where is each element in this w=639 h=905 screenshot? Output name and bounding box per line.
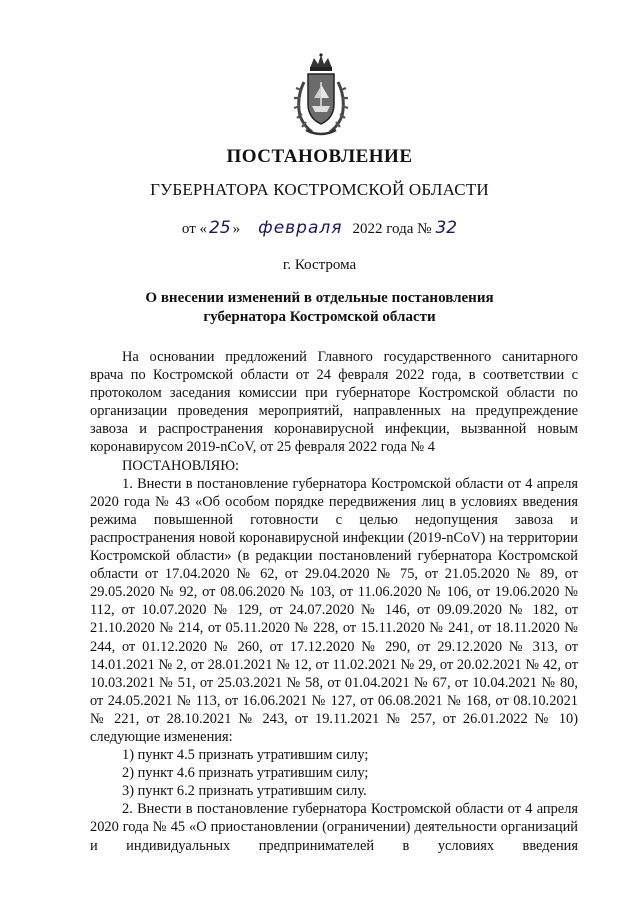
document-heading — [0, 289, 639, 327]
document-body — [90, 348, 578, 855]
date-year-text: 2022 года № — [352, 221, 432, 237]
heading-line-1: О внесении изменений в отдельные постановления — [145, 290, 494, 306]
handwritten-number: 32 — [435, 218, 458, 238]
handwritten-day: 25 — [209, 218, 231, 238]
date-mid: » — [232, 221, 241, 237]
intro-paragraph: На основании предложений Главного государственного санитарного врача по Костромской области от 24 февраля 2022 года, в соответствии с протоколом заседания комиссии при губернаторе Костромской области по организации проведения мероприятий, направленных на предупреждение завоза и распространения коронавирусной инфекции, вызванной новым коронавирусом 2019-nCoV, от 25 февраля 2022 года № 4 — [90, 349, 578, 456]
coat-of-arms-emblem — [292, 52, 350, 138]
city-line: г. Кострома — [282, 257, 357, 273]
decree-word: ПОСТАНОВЛЯЮ: — [122, 457, 240, 474]
subitem-2: 2) пункт 4.6 признать утратившим силу; — [122, 765, 369, 782]
subitem-3: 3) пункт 6.2 признать утратившим силу. — [122, 783, 367, 800]
document-date-line — [0, 218, 639, 238]
heading-line-2: губернатора Костромской области — [203, 309, 436, 325]
item-2-paragraph: 2. Внести в постановление губернатора Костромской области от 4 апреля 2020 года № 45 «О приостановлении (ограничении) деятельности организаций и индивидуальных предпринимателей в условиях введения — [90, 801, 578, 854]
subitem-1: 1) пункт 4.5 признать утратившим силу; — [122, 747, 369, 764]
date-prefix: от « — [181, 221, 208, 237]
item-1-paragraph: 1. Внести в постановление губернатора Костромской области от 4 апреля 2020 года № 43 «Об особом порядке передвижения лиц в условиях введения режима повышенной готовности с целью недопущения завоза и распространения новой коронавирусной инфекции (2019-nCoV) на территории Костромской области» (в редакции постановлений губернатора Костромской области от 17.04.2020 № 62, от 29.04.2020 № 75, от 21.05.2020 № 89, от 29.05.2020 № 92, от 08.06.2020 № 103, от 11.06.2020 № 106, от 19.06.2020 № 112, от 10.07.2020 № 129, от 24.07.2020 № 146, от 09.09.2020 № 182, от 21.10.2020 № 214, от 05.11.2020 № 228, от 15.11.2020 № 241, от 18.11.2020 № 244, от 01.12.2020 № 260, от 17.12.2020 № 290, от 29.12.2020 № 313, от 14.01.2021 № 2, от 28.01.2021 № 12, от 11.02.2021 № 29, от 20.02.2021 № 42, от 10.03.2021 № 51, от 25.03.2021 № 58, от 01.04.2021 № 67, от 10.04.2021 № 80, от 24.05.2021 № 113, от 16.06.2021 № 127, от 06.08.2021 № 168, от 08.10.2021 № 221, от 28.10.2021 № 243, от 19.11.2021 № 257, от 26.01.2022 № 10) следующие изменения: — [90, 475, 578, 745]
document-title: ПОСТАНОВЛЕНИЕ — [226, 146, 413, 167]
issuer-subtitle: ГУБЕРНАТОРА КОСТРОМСКОЙ ОБЛАСТИ — [150, 180, 489, 199]
handwritten-month: февраля — [258, 218, 343, 238]
